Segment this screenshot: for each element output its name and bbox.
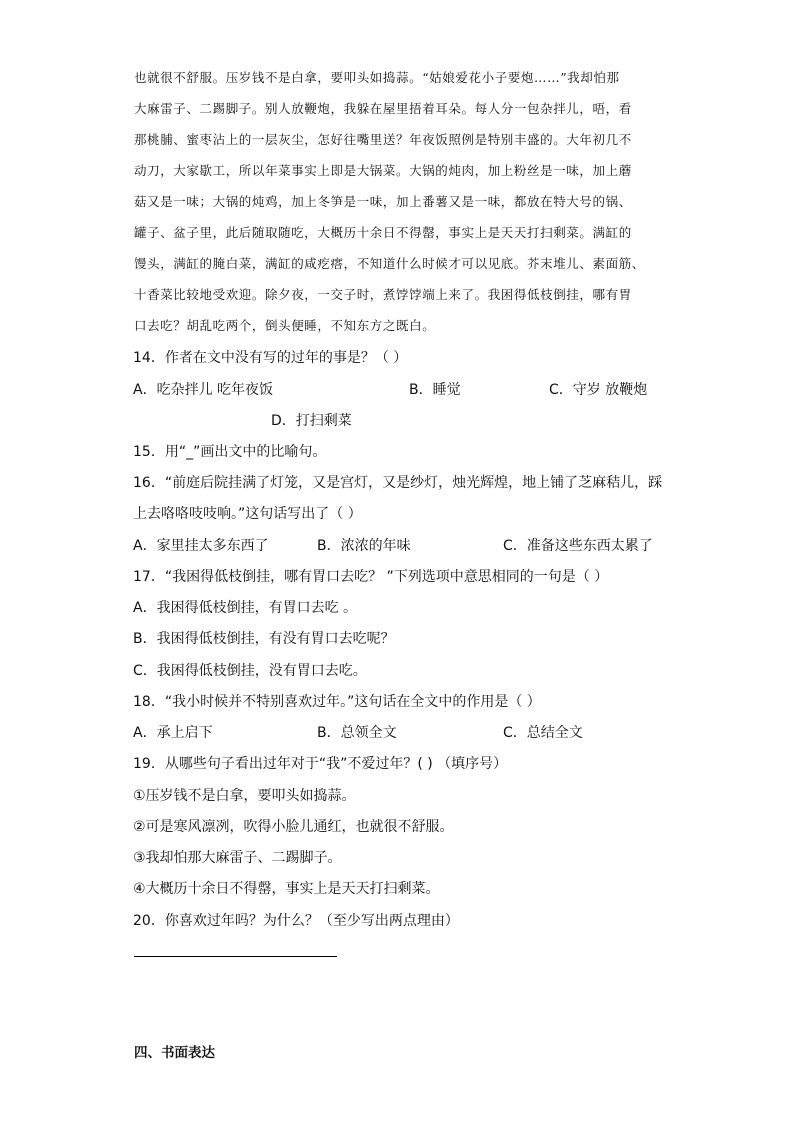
section-title: 四、书面表达 [134,1045,215,1061]
question-17-stem: 17．“我困得低枝倒挂，哪有胃口去吃？ ”下列选项中意思相同的一句是（ ） [133,569,609,585]
q16-option-b[interactable]: B．浓浓的年味 [317,538,411,554]
answer-line[interactable] [134,956,337,957]
passage-line: 那桃脯、蜜枣沾上的一层灰尘，怎好往嘴里送？年夜饭照例是特别丰盛的。大年初几不 [134,132,632,147]
passage-line: 十香菜比较地受欢迎。除夕夜，一交子时，煮饽饽端上来了。我困得低枝倒挂，哪有胃 [134,287,632,302]
q16-option-c[interactable]: C．准备这些东西太累了 [503,538,653,554]
question-18-stem: 18．“我小时候并不特别喜欢过年。”这句话在全文中的作用是（ ） [133,694,541,710]
q17-option-a[interactable]: A．我困得低枝倒挂，有胃口去吃 。 [133,600,358,616]
question-14-stem: 14．作者在文中没有写的过年的事是？（ ） [133,350,408,366]
q18-option-c[interactable]: C．总结全文 [503,725,583,741]
q19-sentence-4: ④大概历十余日不得罄，事实上是天天打扫剩菜。 [133,881,440,897]
q19-sentence-1: ①压岁钱不是白拿，要叩头如捣蒜。 [133,788,356,804]
question-15-stem: 15．用“_”画出文中的比喻句。 [133,444,327,460]
passage-line: 口去吃？胡乱吃两个，倒头便睡，不知东方之既白。 [134,318,436,333]
question-16-stem-line2: 上去咯咯吱吱响。”这句话写出了（ ） [133,506,362,522]
question-19-stem: 19．从哪些句子看出过年对于“我”不爱过年？( ) （填序号） [133,756,508,772]
passage-line: 罐子、盆子里，此后随取随吃，大概历十余日不得罄，事实上是天天打扫剩菜。满缸的 [134,225,632,240]
question-20-stem: 20．你喜欢过年吗？为什么？（至少写出两点理由） [133,913,459,929]
q17-option-c[interactable]: C．我困得低枝倒挂，没有胃口去吃。 [133,663,367,679]
q16-option-a[interactable]: A．家里挂太多东西了 [133,538,269,554]
question-16-stem-line1: 16．“前庭后院挂满了灯笼，又是宫灯，又是纱灯，烛光辉煌，地上铺了芝麻秸儿，踩 [133,475,663,491]
q14-option-b[interactable]: B．睡觉 [409,382,461,398]
q19-sentence-2: ②可是寒风凛冽，吹得小脸儿通红，也就很不舒服。 [133,819,454,835]
passage-line: 也就很不舒服。压岁钱不是白拿，要叩头如捣蒜。“姑娘爱花小子要炮……”我却怕那 [134,70,620,85]
reading-passage [134,62,674,341]
q18-option-b[interactable]: B．总领全文 [317,725,397,741]
q18-option-a[interactable]: A．承上启下 [133,725,213,741]
q14-option-c[interactable]: C．守岁 放鞭炮 [549,382,648,398]
q19-sentence-3: ③我却怕那大麻雷子、二踢脚子。 [133,850,342,866]
q14-option-a[interactable]: A．吃杂拌儿 吃年夜饭 [133,382,274,398]
passage-line: 大麻雷子、二踢脚子。别人放鞭炮，我躲在屋里捂着耳朵。每人分一包杂拌儿，唔，看 [134,101,632,116]
passage-line: 动刀，大家歇工，所以年菜事实上即是大锅菜。大锅的炖肉，加上粉丝是一味，加上蘑 [134,163,632,178]
q14-option-d[interactable]: D．打扫剩菜 [271,413,352,429]
passage-line: 馒头，满缸的腌白菜，满缸的咸疙瘩，不知道什么时候才可以见底。芥末堆儿、素面筋、 [134,256,645,271]
q17-option-b[interactable]: B．我困得低枝倒挂，有没有胃口去吃呢？ [133,631,395,647]
passage-line: 菇又是一味；大锅的炖鸡，加上冬笋是一味，加上番薯又是一味，都放在特大号的锅、 [134,194,632,209]
